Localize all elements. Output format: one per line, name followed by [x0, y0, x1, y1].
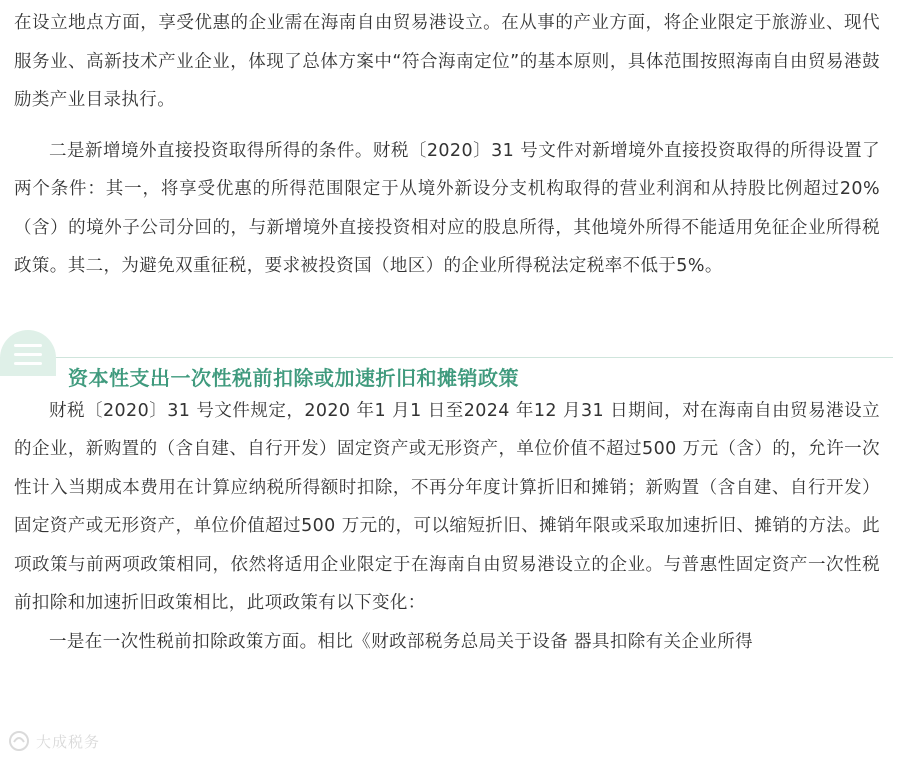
- paragraph-establishment-location: 在设立地点方面，享受优惠的企业需在海南自由贸易港设立。在从事的产业方面，将企业限定于旅游业、现代服务业、高新技术产业企业，体现了总体方案中“符合海南定位”的基本原则，具体范围按照海南自由贸易港鼓励类产业目录执行。: [14, 13, 880, 110]
- paragraph-overseas-investment-conditions: 二是新增境外直接投资取得所得的条件。财税〔2020〕31 号文件对新增境外直接投资取得的所得设置了两个条件：其一，将享受优惠的所得范围限定于从境外新设分支机构取得的营业利润和从持股比例超过20%（含）的境外子公司分回的，与新增境外直接投资相对应的股息所得，其他境外所得不能适用免征企业所得税政策。其二，为避免双重征税，要求被投资国（地区）的企业所得税法定税率不低于5%。: [14, 140, 880, 276]
- section-divider: [0, 357, 893, 358]
- paragraph-capital-expenditure-policy: 财税〔2020〕31 号文件规定，2020 年1 月1 日至2024 年12 月31 日期间，对在海南自由贸易港设立的企业，新购置的（含自建、自行开发）固定资产或无形资产，单位价值不超过500 万元（含）的，允许一次性计入当期成本费用在计算应纳税所得额时扣除，不再分年度计算折旧和摊销；新购置（含自建、自行开发）固定资产或无形资产，单位价值超过500 万元的，可以缩短折旧、摊销年限或采取加速折旧、摊销的方法。此项政策与前两项政策相同，依然将适用企业限定于在海南自由贸易港设立的企业。与普惠性固定资产一次性税前扣除和加速折旧政策相比，此项政策有以下变化：: [14, 400, 880, 613]
- watermark-text: 大成税务: [36, 732, 101, 751]
- section-title: 资本性支出一次性税前扣除或加速折旧和摊销政策: [68, 365, 519, 390]
- paragraph-one-time-deduction: 一是在一次性税前扣除政策方面。相比《财政部税务总局关于设备 器具扣除有关企业所得: [49, 631, 754, 652]
- article-body: [14, 4, 880, 661]
- section-header: [0, 330, 880, 392]
- chinese-numeral-three-icon: [0, 330, 56, 376]
- watermark-logo-icon: [8, 730, 30, 752]
- watermark: [8, 730, 100, 752]
